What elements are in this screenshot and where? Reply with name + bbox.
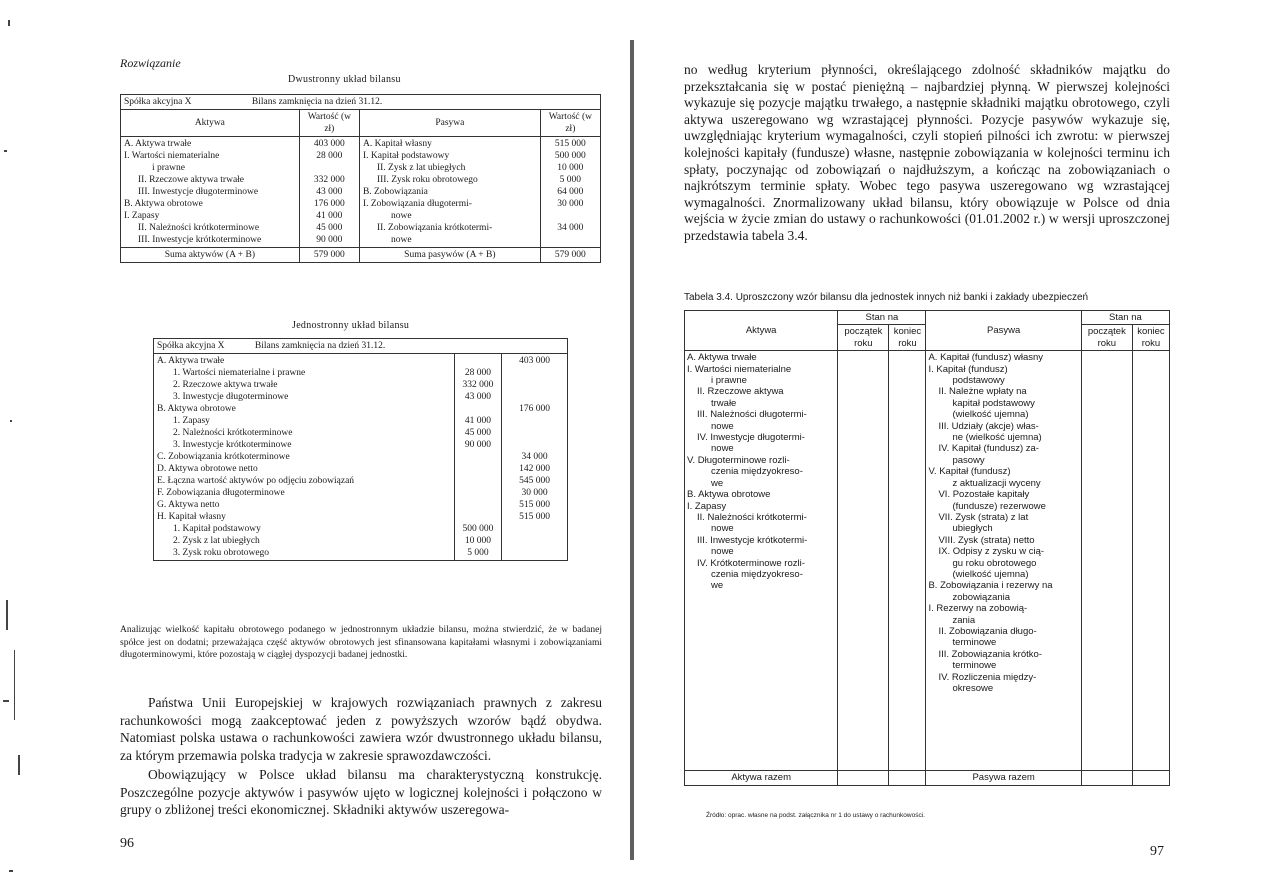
table3-end-col-1: koniec roku (889, 325, 926, 351)
table2-row-detail-value (458, 403, 499, 415)
table3-assets-line: nowe (711, 546, 734, 558)
table1-liabilities-value: 64 000 (557, 187, 584, 197)
table3-liabilities-line: A. Kapitał (fundusz) własny (928, 352, 1044, 364)
table3-liabilities-line: B. Zobowiązania i rezerwy na (928, 580, 1053, 592)
table3-assets-line: IV. Inwestycje długotermi- (697, 432, 805, 444)
table1-liabilities-value (544, 210, 597, 222)
table3-assets-line: we (711, 580, 724, 592)
analysis-paragraph: Analizując wielkość kapitału obrotowego podanego w jednostronnym układzie bilansu, można stwierdzić, że w badanej spółce jest on dodatni; przeważająca część aktywów obrotowych jest sfinansowana kapitałami własnymi i zobowiązaniami długoterminowymi, które pozostają w ciągłej dyspozycji badanej jednostki. (120, 625, 602, 660)
table1-assets-value (303, 162, 356, 174)
table2-row-detail-value: 45 000 (464, 428, 491, 438)
table3-liabilities-line: II. Zobowiązania długo- (938, 625, 1037, 637)
body-paragraph-2: Obowiązujący w Polsce układ bilansu ma charakterystyczną konstrukcję. Poszczególne pozycje aktywów i pasywów ujęto w logicznej kolejności i połączono w grupy o zbliżonej treści ekonomicznej. Składniki aktywów uszeregowa- (120, 767, 602, 817)
table1-date: Bilans zamknięcia na dzień 31.12. (251, 97, 383, 107)
table3-assets-line: nowe (711, 420, 734, 432)
table3-liabilities-line: kapitał podstawowy (952, 397, 1035, 409)
table1-value-header-1: Wartość (w zł) (299, 110, 359, 137)
table3-start-col-1: początek roku (838, 325, 889, 351)
table3-liabilities-line: (wielkość ujemna) (952, 568, 1029, 580)
table2-row-label: B. Aktywa obrotowe (157, 404, 236, 414)
table3-liabilities-line: (wielkość ujemna) (952, 409, 1029, 421)
table1-assets-line: A. Aktywa trwałe (124, 139, 192, 149)
table3-liabilities-line: I. Kapitał (fundusz) (928, 363, 1008, 375)
table3-liabilities-line: VI. Pozostałe kapitały (938, 489, 1030, 501)
table2-row-label: 3. Inwestycje krótkoterminowe (173, 440, 292, 450)
table1-sum-assets-label: Suma aktywów (A + B) (121, 248, 300, 263)
body-paragraph-1: Państwa Unii Europejskiej w krajowych rozwiązaniach prawnych z zakresu rachunkowości mogą zaakceptować jeden z powyższych wzorów bądź obydwa. Natomiast polska ustawa o rachunkowości zawiera wzór dwustronnego układu bilansu, za którym przemawia polska tradycja w zakresie sprawozdawczości. (120, 695, 602, 763)
table3-assets-line: trwałe (711, 397, 737, 409)
table1-assets-line: i prawne (152, 163, 185, 173)
table1-assets-value: 332 000 (313, 175, 345, 185)
table3-liabilities-line: (fundusze) rezerwowe (952, 500, 1046, 512)
table1-assets-value: 176 000 (313, 199, 345, 209)
table2-row-total-value (505, 427, 564, 439)
table2-row-total-value: 142 000 (519, 464, 551, 474)
table2-row-detail-value (458, 451, 499, 463)
table2-total-values (505, 355, 564, 559)
table1-liabilities-value: 30 000 (557, 199, 584, 209)
table3-liabilities-line: z aktualizacji wyceny (952, 477, 1041, 489)
table2-row-total-value: 545 000 (519, 476, 551, 486)
table2-row-total-value: 403 000 (519, 356, 551, 366)
table3-liabilities-list (928, 352, 1078, 694)
table2-row-detail-value (458, 499, 499, 511)
table3-assets-list (687, 352, 835, 592)
table1-liabilities-line: III. Zysk roku obrotowego (376, 175, 478, 185)
table2-row-label: 3. Inwestycje długoterminowe (173, 392, 289, 402)
table3-liabilities-line: VIII. Zysk (strata) netto (938, 534, 1035, 546)
table1-liabilities-value (544, 234, 597, 246)
table3-liabilities-line: pasowy (952, 454, 985, 466)
table3-liabilities-line: zania (952, 614, 976, 626)
table1-assets-line: II. Należności krótkoterminowe (138, 223, 260, 233)
table1-company: Spółka akcyjna X (124, 97, 192, 107)
table2-row-label: F. Zobowiązania długoterminowe (157, 488, 285, 498)
table3-liabilities-line: zobowiązania (952, 591, 1011, 603)
table3-liabilities-line: III. Zobowiązania krótko- (938, 648, 1042, 660)
table1-liabilities-line: I. Kapitał podstawowy (362, 151, 450, 161)
section-title: Rozwiązanie (120, 56, 181, 70)
table3-assets-line: II. Rzeczowe aktywa (697, 386, 784, 398)
table2-row-label: 1. Wartości niematerialne i prawne (173, 368, 306, 378)
table3-source-note: Źródło: oprac. własne na podst. załącznika nr 1 do ustawy o rachunkowości. (706, 812, 925, 819)
table2-row-detail-value: 90 000 (464, 440, 491, 450)
table3-end-col-2: koniec roku (1132, 325, 1169, 351)
table1-assets-line: I. Zapasy (124, 211, 160, 221)
table2-row-label: G. Aktywa netto (157, 500, 220, 510)
table3-assets-total: Aktywa razem (685, 771, 838, 785)
table1-assets-line: II. Rzeczowe aktywa trwałe (138, 175, 245, 185)
table3-assets-line: IV. Krótkoterminowe rozli- (697, 557, 805, 569)
table1-liabilities-value: 500 000 (554, 151, 586, 161)
table1-liabilities-header: Pasywa (359, 110, 540, 137)
table2-row-total-value: 515 000 (519, 512, 551, 522)
table1-assets-values (303, 138, 356, 246)
table1-liabilities-line: II. Zysk z lat ubiegłych (376, 163, 466, 173)
table2-row-total-value (505, 535, 564, 547)
table2-row-label: 1. Zapasy (173, 416, 210, 426)
table1-liabilities-value: 515 000 (554, 139, 586, 149)
table1-assets-value: 90 000 (316, 235, 343, 245)
table2-row-total-value: 515 000 (519, 500, 551, 510)
table1-liabilities-list (363, 138, 537, 246)
table3-liabilities-line: VII. Zysk (strata) z lat (938, 511, 1029, 523)
table1-assets-value: 43 000 (316, 187, 343, 197)
table1-sum-assets-value: 579 000 (299, 248, 359, 263)
table3-liabilities-line: IV. Rozliczenia między- (938, 671, 1037, 683)
table2-row-total-value (505, 379, 564, 391)
table3-assets-line: czenia międzyokreso- (711, 466, 803, 478)
table2-caption: Jednostronny układ bilansu (292, 320, 410, 331)
table2-row-detail-value: 332 000 (462, 380, 494, 390)
table2-company: Spółka akcyjna X (157, 341, 225, 351)
table2-row-detail-value: 500 000 (462, 524, 494, 534)
table3-liabilities-line: III. Udziały (akcje) włas- (938, 420, 1039, 432)
page-number-left: 96 (120, 836, 134, 851)
table3-liabilities-line: podstawowy (952, 375, 1005, 387)
table3-assets-line: III. Należności długotermi- (697, 409, 807, 421)
table3-liabilities-line: terminowe (952, 637, 997, 649)
one-sided-balance-table (153, 338, 568, 561)
table3-liabilities-line: ne (wielkość ujemna) (952, 432, 1042, 444)
table3-assets-line: B. Aktywa obrotowe (687, 489, 771, 501)
table3-liabilities-header: Pasywa (926, 311, 1081, 351)
table2-row-total-value: 176 000 (519, 404, 551, 414)
table3-assets-line: nowe (711, 523, 734, 535)
table2-row-detail-value (458, 487, 499, 499)
table2-row-label: 2. Zysk z lat ubiegłych (173, 536, 260, 546)
table1-liabilities-line: II. Zobowiązania krótkotermi- (376, 223, 493, 233)
table1-liabilities-values (544, 138, 597, 246)
table1-assets-value: 41 000 (316, 211, 343, 221)
table2-row-total-value (505, 415, 564, 427)
table3-caption: Tabela 3.4. Uproszczony wzór bilansu dla jednostek innych niż banki i zakłady ubezpieczeń (684, 292, 1089, 303)
table2-row-total-value (505, 367, 564, 379)
table2-row-detail-value (458, 463, 499, 475)
table2-row-total-value (505, 523, 564, 535)
table2-row-detail-value (458, 355, 499, 367)
table2-row-detail-value (458, 475, 499, 487)
table2-row-detail-value: 43 000 (464, 392, 491, 402)
table3-assets-line: II. Należności krótkotermi- (697, 511, 807, 523)
table2-row-detail-value: 41 000 (464, 416, 491, 426)
table3-liabilities-line: II. Należne wpłaty na (938, 386, 1027, 398)
table1-assets-line: III. Inwestycje długoterminowe (138, 187, 259, 197)
table1-assets-line: III. Inwestycje krótkoterminowe (138, 235, 262, 245)
table3-assets-line: III. Inwestycje krótkotermi- (697, 534, 808, 546)
table2-row-detail-value: 10 000 (464, 536, 491, 546)
table3-liabilities-total: Pasywa razem (926, 771, 1081, 785)
page-number-right: 97 (1150, 844, 1164, 859)
table2-labels (157, 355, 451, 559)
table1-assets-list (124, 138, 296, 246)
table2-row-detail-value: 5 000 (467, 548, 489, 558)
table3-liabilities-line: gu roku obrotowego (952, 557, 1037, 569)
table1-assets-value: 28 000 (316, 151, 343, 161)
table2-row-label: A. Aktywa trwałe (157, 356, 225, 366)
table3-assets-line: I. Zapasy (687, 500, 727, 512)
table2-row-label: H. Kapitał własny (157, 512, 226, 522)
table2-row-label: D. Aktywa obrotowe netto (157, 464, 258, 474)
table3-liabilities-line: I. Rezerwy na zobowią- (928, 603, 1028, 615)
table3-start-col-2: początek roku (1081, 325, 1132, 351)
table2-row-detail-value: 28 000 (464, 368, 491, 378)
table1-liabilities-line: B. Zobowiązania (362, 187, 428, 197)
table2-row-total-value (505, 439, 564, 451)
table2-row-label: C. Zobowiązania krótkoterminowe (157, 452, 290, 462)
simplified-balance-template-table (684, 310, 1170, 786)
table3-assets-line: V. Długoterminowe rozli- (687, 454, 790, 466)
table1-assets-line: I. Wartości niematerialne (124, 151, 220, 161)
table1-liabilities-value: 5 000 (559, 175, 582, 185)
table1-liabilities-value: 34 000 (557, 223, 584, 233)
table1-sum-liabilities-value: 579 000 (540, 248, 600, 263)
table3-assets-line: we (711, 477, 724, 489)
table2-row-label: 1. Kapitał podstawowy (173, 524, 261, 534)
table2-row-label: E. Łączna wartość aktywów po odjęciu zobowiązań (157, 476, 355, 486)
table1-assets-value: 403 000 (313, 139, 345, 149)
table3-assets-line: i prawne (711, 375, 747, 387)
table3-liabilities-line: IX. Odpisy z zysku w cią- (938, 546, 1045, 558)
table1-liabilities-line: A. Kapitał własny (362, 139, 432, 149)
table1-liabilities-line: nowe (390, 211, 412, 221)
table2-row-detail-value (458, 511, 499, 523)
table3-liabilities-line: terminowe (952, 660, 997, 672)
table3-assets-header: Aktywa (685, 311, 838, 351)
table2-row-label: 2. Rzeczowe aktywa trwałe (173, 380, 278, 390)
table2-row-total-value: 30 000 (521, 488, 548, 498)
table2-row-label: 2. Należności krótkoterminowe (173, 428, 293, 438)
two-sided-balance-table (120, 94, 601, 263)
table1-value-header-2: Wartość (w zł) (540, 110, 600, 137)
right-body-paragraph: no według kryterium płynności, określającego zdolność składników majątku do przekształcania się w postać pieniężną – najbardziej płynną. W pierwszej kolejności wykazuje się pozycje majątku trwałego, a następnie składniki majątku obrotowego, czyli aktywa uszeregowano wg wzrastającej płynności. Pozycje pasywów wykazuje się, uwzględniając kryterium wymagalności, czyli stopień pilności ich zwrotu: w pierwszej kolejności kapitały (fundusze) własne, następnie zobowiązania w kolejności terminu ich spłaty, poczynając od zobowiązań o najdłuższym, a kończąc na zobowiązaniach o najkrótszym terminie spłaty. Wobec tego pasywa uszeregowano wg wzrastającej wymagalności. Znormalizowany układ bilansu, który obowiązuje w Polsce od dnia wejścia w życie zmian do ustawy o rachunkowości (01.01.2002 r.) w wersji uproszczonej przedstawia tabela 3.4. (684, 62, 1170, 243)
table1-caption: Dwustronny układ bilansu (288, 74, 401, 85)
table3-liabilities-line: IV. Kapitał (fundusz) za- (938, 443, 1039, 455)
table3-liabilities-line: ubiegłych (952, 523, 993, 535)
table2-row-total-value: 34 000 (521, 452, 548, 462)
table3-liabilities-line: V. Kapitał (fundusz) (928, 466, 1011, 478)
table3-assets-line: czenia międzyokreso- (711, 568, 803, 580)
table1-liabilities-line: nowe (390, 235, 412, 245)
table2-row-total-value (505, 391, 564, 403)
scan-margin-noise (0, 0, 30, 893)
table1-liabilities-line: I. Zobowiązania długotermi- (362, 199, 472, 209)
table3-stan-na-1: Stan na (838, 311, 926, 325)
table1-liabilities-value: 10 000 (557, 163, 584, 173)
table3-liabilities-line: okresowe (952, 683, 994, 694)
table1-assets-value: 45 000 (316, 223, 343, 233)
table1-sum-liabilities-label: Suma pasywów (A + B) (359, 248, 540, 263)
table1-assets-line: B. Aktywa obrotowe (124, 199, 203, 209)
table2-row-total-value (505, 547, 564, 559)
table2-row-label: 3. Zysk roku obrotowego (173, 548, 270, 558)
table3-assets-line: nowe (711, 443, 734, 455)
table3-assets-line: A. Aktywa trwałe (687, 352, 757, 364)
table2-date: Bilans zamknięcia na dzień 31.12. (254, 341, 386, 351)
table3-stan-na-2: Stan na (1081, 311, 1169, 325)
table3-assets-line: I. Wartości niematerialne (687, 363, 792, 375)
book-spine (630, 40, 634, 860)
table1-assets-header: Aktywa (121, 110, 300, 137)
table2-detail-values (458, 355, 499, 559)
